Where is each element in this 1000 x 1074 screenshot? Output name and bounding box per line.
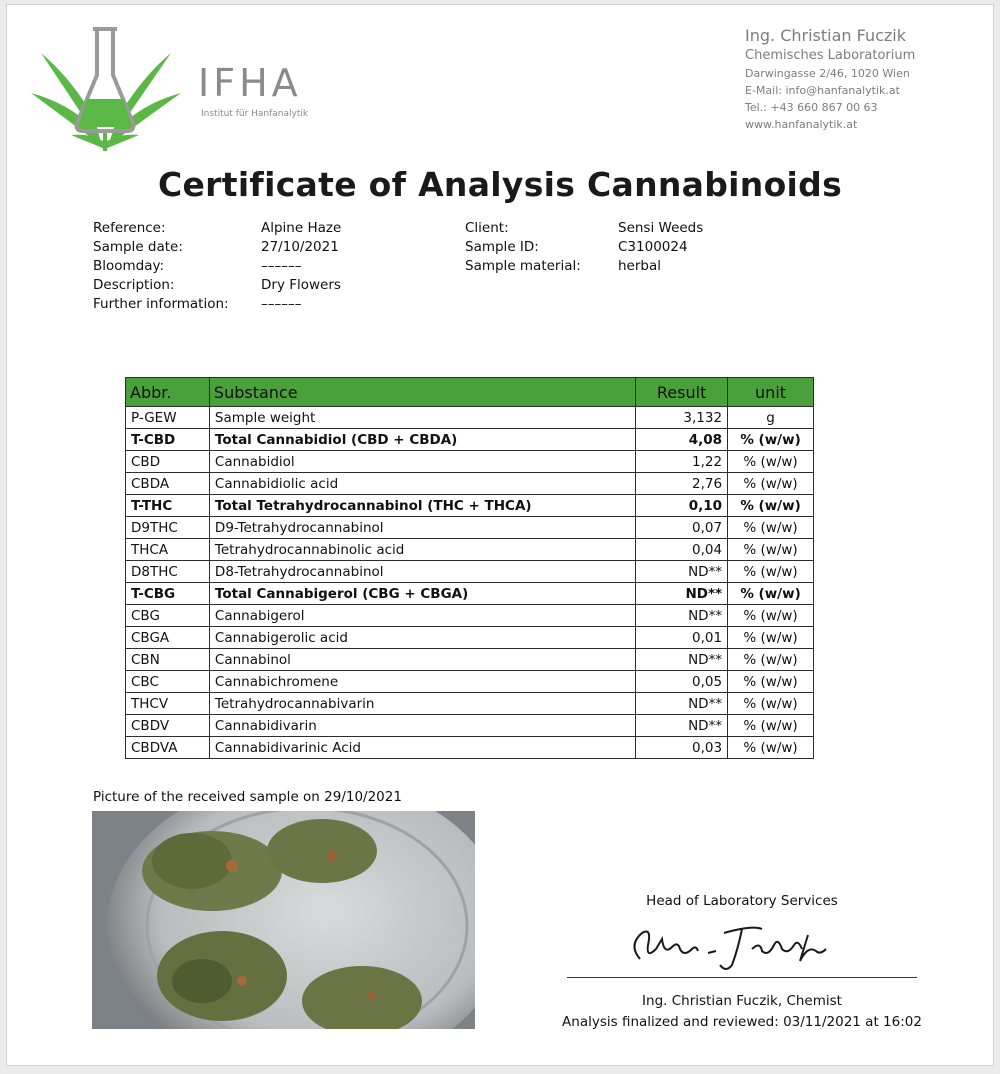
- substance-cell: D9-Tetrahydrocannabinol: [209, 517, 635, 539]
- meta-value: Sensi Weeds: [618, 220, 704, 236]
- substance-cell: Sample weight: [209, 407, 635, 429]
- unit-cell: % (w/w): [728, 473, 814, 495]
- meta-value: 27/10/2021: [261, 239, 339, 255]
- result-cell: 3,132: [636, 407, 728, 429]
- cannabinoid-results-table: [125, 377, 814, 759]
- lab-email: E-Mail: info@hanfanalytik.at: [745, 84, 900, 97]
- table-row: [126, 737, 814, 759]
- result-cell: ND**: [636, 715, 728, 737]
- result-cell: ND**: [636, 561, 728, 583]
- substance-cell: Tetrahydrocannabivarin: [209, 693, 635, 715]
- abbr-cell: T-THC: [126, 495, 210, 517]
- meta-label: Sample date:: [93, 239, 183, 255]
- table-header-row: [126, 378, 814, 407]
- meta-label: Sample ID:: [465, 239, 539, 255]
- lab-phone: Tel.: +43 660 867 00 63: [745, 101, 878, 114]
- result-cell: ND**: [636, 605, 728, 627]
- meta-value: ––––––: [261, 296, 302, 312]
- result-cell: 4,08: [636, 429, 728, 451]
- column-header-unit: unit: [728, 378, 814, 407]
- substance-cell: Cannabigerol: [209, 605, 635, 627]
- unit-cell: g: [728, 407, 814, 429]
- abbr-cell: T-CBG: [126, 583, 210, 605]
- substance-cell: D8-Tetrahydrocannabinol: [209, 561, 635, 583]
- result-cell: 1,22: [636, 451, 728, 473]
- abbr-cell: T-CBD: [126, 429, 210, 451]
- unit-cell: % (w/w): [728, 539, 814, 561]
- column-header-substance: Substance: [209, 378, 635, 407]
- substance-cell: Cannabinol: [209, 649, 635, 671]
- abbr-cell: THCV: [126, 693, 210, 715]
- meta-label: Description:: [93, 277, 175, 293]
- meta-value: ––––––: [261, 258, 302, 274]
- lab-address-block: [745, 25, 915, 133]
- substance-cell: Cannabidivarin: [209, 715, 635, 737]
- substance-cell: Tetrahydrocannabinolic acid: [209, 539, 635, 561]
- table-row: [126, 693, 814, 715]
- results-table-body: [126, 407, 814, 759]
- abbr-cell: CBDVA: [126, 737, 210, 759]
- table-row: [126, 451, 814, 473]
- table-row: [126, 561, 814, 583]
- certificate-page: [6, 4, 994, 1066]
- ifha-logo: [31, 23, 321, 153]
- sample-photo: [92, 811, 475, 1029]
- abbr-cell: D9THC: [126, 517, 210, 539]
- table-row: [126, 517, 814, 539]
- unit-cell: % (w/w): [728, 649, 814, 671]
- cannabis-flask-icon: [31, 23, 201, 153]
- column-header-abbr: Abbr.: [126, 378, 210, 407]
- document-title: Certificate of Analysis Cannabinoids: [157, 165, 843, 204]
- result-cell: 0,10: [636, 495, 728, 517]
- abbr-cell: CBDV: [126, 715, 210, 737]
- result-cell: ND**: [636, 693, 728, 715]
- abbr-cell: P-GEW: [126, 407, 210, 429]
- abbr-cell: D8THC: [126, 561, 210, 583]
- unit-cell: % (w/w): [728, 627, 814, 649]
- substance-cell: Total Cannabidiol (CBD + CBDA): [209, 429, 635, 451]
- table-row: [126, 407, 814, 429]
- lab-address: Darwingasse 2/46, 1020 Wien: [745, 67, 910, 80]
- abbr-cell: CBD: [126, 451, 210, 473]
- signature-heading: Head of Laboratory Services: [646, 893, 838, 909]
- substance-cell: Cannabidivarinic Acid: [209, 737, 635, 759]
- column-header-result: Result: [636, 378, 728, 407]
- table-row: [126, 715, 814, 737]
- table-row: [126, 627, 814, 649]
- substance-cell: Cannabigerolic acid: [209, 627, 635, 649]
- unit-cell: % (w/w): [728, 451, 814, 473]
- unit-cell: % (w/w): [728, 583, 814, 605]
- unit-cell: % (w/w): [728, 429, 814, 451]
- meta-label: Bloomday:: [93, 258, 165, 274]
- abbr-cell: CBG: [126, 605, 210, 627]
- signature-line: [567, 977, 917, 978]
- unit-cell: % (w/w): [728, 517, 814, 539]
- picture-caption: Picture of the received sample on 29/10/2021: [93, 789, 402, 805]
- table-row: [126, 539, 814, 561]
- lab-dept: Chemisches Laboratorium: [745, 48, 916, 63]
- table-row: [126, 605, 814, 627]
- substance-cell: Total Tetrahydrocannabinol (THC + THCA): [209, 495, 635, 517]
- unit-cell: % (w/w): [728, 605, 814, 627]
- abbr-cell: THCA: [126, 539, 210, 561]
- result-cell: 0,04: [636, 539, 728, 561]
- result-cell: 0,07: [636, 517, 728, 539]
- handwritten-signature: [612, 915, 872, 975]
- meta-label: Further information:: [93, 296, 229, 312]
- table-row: [126, 671, 814, 693]
- abbr-cell: CBDA: [126, 473, 210, 495]
- substance-cell: Total Cannabigerol (CBG + CBGA): [209, 583, 635, 605]
- meta-value: herbal: [618, 258, 662, 274]
- meta-value: Alpine Haze: [261, 220, 342, 236]
- abbr-cell: CBC: [126, 671, 210, 693]
- meta-label: Reference:: [93, 220, 166, 236]
- brand-subtitle: Institut für Hanfanalytik: [201, 109, 309, 119]
- signer-name: Ing. Christian Fuczik, Chemist: [642, 993, 842, 1009]
- substance-cell: Cannabichromene: [209, 671, 635, 693]
- meta-label: Client:: [465, 220, 509, 236]
- table-row: [126, 495, 814, 517]
- lab-web: www.hanfanalytik.at: [745, 118, 858, 131]
- substance-cell: Cannabidiol: [209, 451, 635, 473]
- meta-label: Sample material:: [465, 258, 581, 274]
- unit-cell: % (w/w): [728, 715, 814, 737]
- result-cell: ND**: [636, 649, 728, 671]
- table-row: [126, 649, 814, 671]
- brand-name: IFHA: [198, 61, 302, 105]
- meta-value: C3100024: [618, 239, 688, 255]
- substance-cell: Cannabidiolic acid: [209, 473, 635, 495]
- meta-value: Dry Flowers: [261, 277, 341, 293]
- sample-meta-left: [93, 219, 453, 319]
- sample-meta-right: [465, 219, 785, 289]
- abbr-cell: CBGA: [126, 627, 210, 649]
- result-cell: 2,76: [636, 473, 728, 495]
- unit-cell: % (w/w): [728, 561, 814, 583]
- table-row: [126, 473, 814, 495]
- abbr-cell: CBN: [126, 649, 210, 671]
- result-cell: ND**: [636, 583, 728, 605]
- result-cell: 0,03: [636, 737, 728, 759]
- unit-cell: % (w/w): [728, 671, 814, 693]
- table-row: [126, 429, 814, 451]
- sample-photo-image: [92, 811, 475, 1029]
- unit-cell: % (w/w): [728, 737, 814, 759]
- unit-cell: % (w/w): [728, 693, 814, 715]
- lab-name: Ing. Christian Fuczik: [745, 26, 906, 45]
- unit-cell: % (w/w): [728, 495, 814, 517]
- result-cell: 0,05: [636, 671, 728, 693]
- finalized-note: Analysis finalized and reviewed: 03/11/2021 at 16:02: [562, 1014, 922, 1030]
- table-row: [126, 583, 814, 605]
- result-cell: 0,01: [636, 627, 728, 649]
